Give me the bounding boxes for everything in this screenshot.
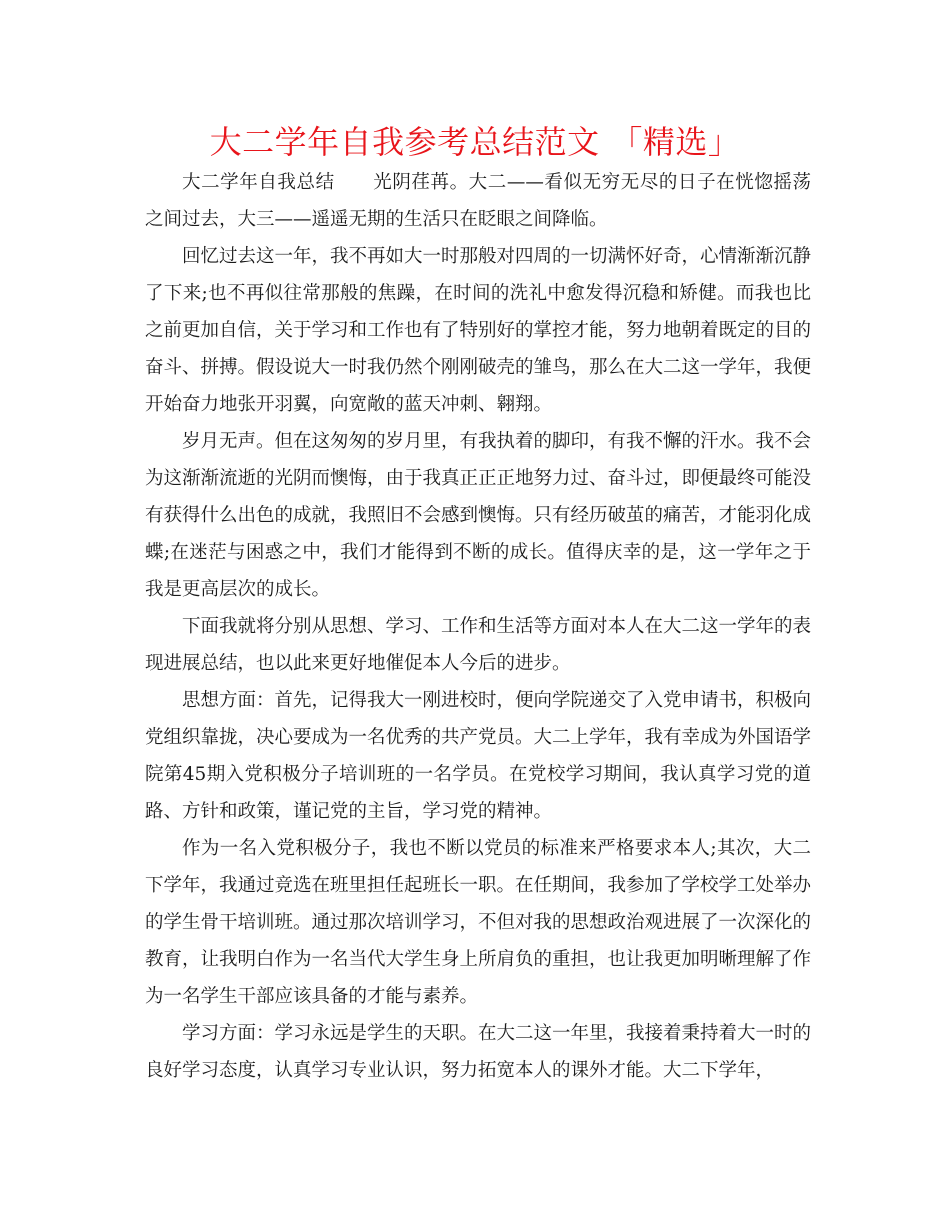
intro-paragraph <box>145 164 811 238</box>
document-title: 大二学年自我参考总结范文 「精选」 <box>209 123 741 161</box>
paragraph-review: 回忆过去这一年，我不再如大一时那般对四周的一切满怀好奇，心情渐渐沉静了下来;也不再似往常那般的焦躁，在时间的洗礼中愈发得沉稳和矫健。而我也比之前更加自信，关于学习和工作也有了特别好的掌控才能，努力地朝着既定的目的奋斗、拼搏。假设说大一时我仍然个刚刚破壳的雏鸟，那么在大二这一学年，我便开始奋力地张开羽翼，向宽敞的蓝天冲刺、翱翔。 <box>145 246 812 415</box>
paragraph-study: 学习方面：学习永远是学生的天职。在大二这一年里，我接着秉持着大一时的良好学习态度，认真学习专业认识，努力拓宽本人的课外才能。大二下学年， <box>145 1023 812 1081</box>
paragraph-thought: 思想方面：首先，记得我大一刚进校时，便向学院递交了入党申请书，积极向党组织靠拢，决心要成为一名优秀的共产党员。大二上学年，我有幸成为外国语学院第45期入党积极分子培训班的一名学员。在党校学习期间，我认真学习党的道路、方针和政策，谨记党的主旨，学习党的精神。 <box>145 690 812 822</box>
paragraph-time: 岁月无声。但在这匆匆的岁月里，有我执着的脚印，有我不懈的汗水。我不会为这渐渐流逝的光阴而懊悔，由于我真正正正地努力过、奋斗过，即便最终可能没有获得什么出色的成就，我照旧不会感到懊悔。只有经历破茧的痛苦，才能羽化成蝶;在迷茫与困惑之中，我们才能得到不断的成长。值得庆幸的是，这一学年之于我是更高层次的成长。 <box>145 431 812 600</box>
intro-lead: 大二学年自我总结 <box>182 172 335 193</box>
document-body <box>145 164 811 1089</box>
intro-text: 光阴荏苒。大二——看似无穷无尽的日子在恍惚摇荡之间过去，大三——遥遥无期的生活只在眨眼之间降临。 <box>145 172 811 230</box>
paragraph-overview: 下面我就将分别从思想、学习、工作和生活等方面对本人在大二这一学年的表现进展总结，也以此来更好地催促本人今后的进步。 <box>145 616 812 674</box>
paragraph-activist: 作为一名入党积极分子，我也不断以党员的标准来严格要求本人;其次，大二下学年，我通过竞选在班里担任起班长一职。在任期间，我参加了学校学工处举办的学生骨干培训班。通过那次培训学习，不但对我的思想政治观进展了一次深化的教育，让我明白作为一名当代大学生身上所肩负的重担，也让我更加明晰理解了作为一名学生干部应该具备的才能与素养。 <box>145 838 812 1007</box>
